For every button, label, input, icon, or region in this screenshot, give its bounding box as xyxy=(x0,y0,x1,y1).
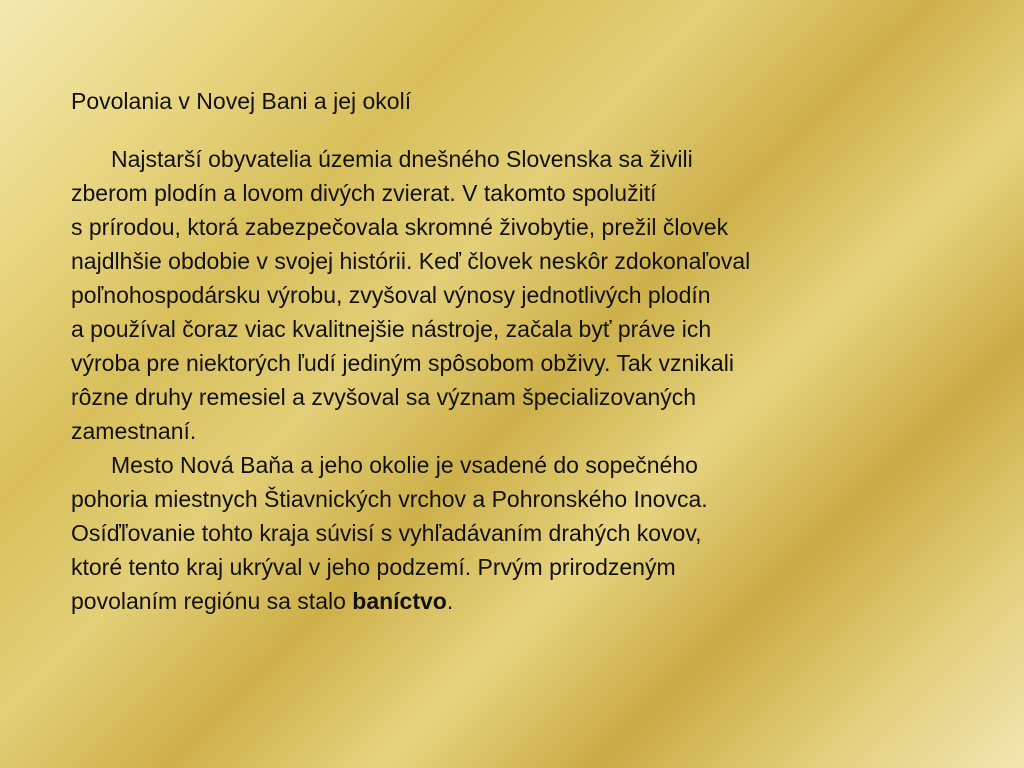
paragraph-1-line: najdlhšie obdobie v svojej histórii. Keď človek neskôr zdokonaľoval xyxy=(71,248,751,274)
paragraph-2-line: ktoré tento kraj ukrýval v jeho podzemí. Prvým prirodzeným xyxy=(71,554,676,580)
emphasized-word: baníctvo xyxy=(352,588,447,614)
last-line-suffix: . xyxy=(446,588,454,614)
paragraph-2-line: Mesto Nová Baňa a jeho okolie je vsadené do sopečného xyxy=(111,452,698,478)
paragraph-1-line: s prírodou, ktorá zabezpečovala skromné živobytie, prežil človek xyxy=(71,214,729,240)
paragraph-1-line: poľnohospodársku výrobu, zvyšoval výnosy jednotlivých plodín xyxy=(71,282,711,308)
slide-content xyxy=(71,84,941,618)
paragraph-1-line: zamestnaní. xyxy=(71,418,197,444)
paragraph-1-line: zberom plodín a lovom divých zvierat. V takomto spolužití xyxy=(71,180,657,206)
slide-title: Povolania v Novej Bani a jej okolí xyxy=(71,88,412,114)
paragraph-2 xyxy=(71,448,941,618)
paragraph-2-last-line xyxy=(71,584,941,618)
paragraph-1-line: rôzne druhy remesiel a zvyšoval sa význam špecializovaných xyxy=(71,384,697,410)
paragraph-2-line: pohoria miestnych Štiavnických vrchov a Pohronského Inovca. xyxy=(71,486,708,512)
last-line-prefix: povolaním regiónu sa stalo xyxy=(71,588,353,614)
paragraph-1-line: výroba pre niektorých ľudí jediným spôsobom obživy. Tak vznikali xyxy=(71,350,734,376)
paragraph-1 xyxy=(71,142,941,448)
paragraph-1-line: a používal čoraz viac kvalitnejšie nástroje, začala byť práve ich xyxy=(71,316,712,342)
paragraph-1-line: Najstarší obyvatelia územia dnešného Slovenska sa živili xyxy=(111,146,693,172)
paragraph-2-line: Osíďľovanie tohto kraja súvisí s vyhľadávaním drahých kovov, xyxy=(71,520,702,546)
